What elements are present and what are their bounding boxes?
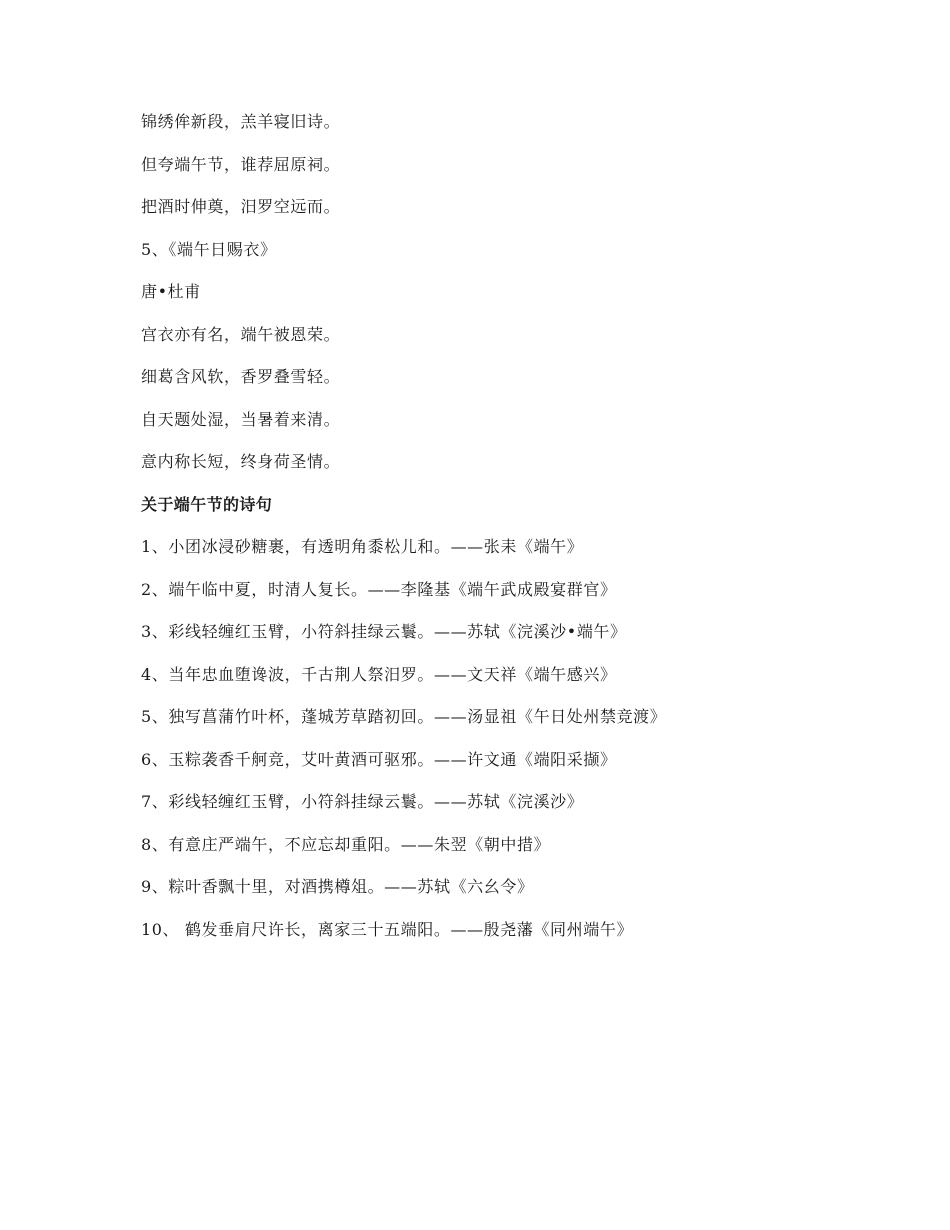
list-item: 7、彩线轻缠红玉臂，小符斜挂绿云鬟。——苏轼《浣溪沙》 [141, 792, 584, 811]
poem-line: 锦绣侔新段，羔羊寝旧诗。 [141, 112, 341, 131]
list-item: 3、彩线轻缠红玉臂，小符斜挂绿云鬟。——苏轼《浣溪沙•端午》 [141, 622, 627, 641]
section-heading: 关于端午节的诗句 [141, 494, 273, 514]
list-item: 5、独写菖蒲竹叶杯，蓬城芳草踏初回。——汤显祖《午日处州禁竞渡》 [141, 707, 667, 726]
list-item: 2、端午临中夏，时清人复长。——李隆基《端午武成殿宴群官》 [141, 579, 617, 599]
poem-author: 唐•杜甫 [141, 282, 201, 301]
list-item: 1、小团冰浸砂糖裹，有透明角黍松儿和。——张耒《端午》 [141, 537, 584, 556]
list-item: 8、有意庄严端午，不应忘却重阳。——朱翌《朝中措》 [141, 834, 551, 854]
poem-line: 宫衣亦有名，端午被恩荣。 [141, 324, 341, 344]
poem-line: 自天题处湿，当暑着来清。 [141, 409, 341, 429]
poem-title: 5、《端午日赐衣》 [141, 239, 277, 259]
list-item: 10、 鹤发垂肩尺许长，离家三十五端阳。——殷尧藩《同州端午》 [141, 919, 634, 939]
list-item: 4、当年忠血堕谗波，千古荆人祭汨罗。——文天祥《端午感兴》 [141, 664, 617, 684]
list-item: 9、粽叶香飘十里，对酒携樽俎。——苏轼《六幺令》 [141, 877, 534, 896]
poem-line: 但夸端午节，谁荐屈原祠。 [141, 154, 341, 174]
poem-line: 细葛含风软，香罗叠雪轻。 [141, 367, 341, 386]
poem-line: 把酒时伸奠，汨罗空远而。 [141, 197, 341, 216]
list-item: 6、玉粽袭香千舸竞，艾叶黄酒可驱邪。——许文通《端阳采撷》 [141, 749, 617, 769]
document-page [141, 112, 841, 962]
poem-line: 意内称长短，终身荷圣情。 [141, 452, 341, 471]
